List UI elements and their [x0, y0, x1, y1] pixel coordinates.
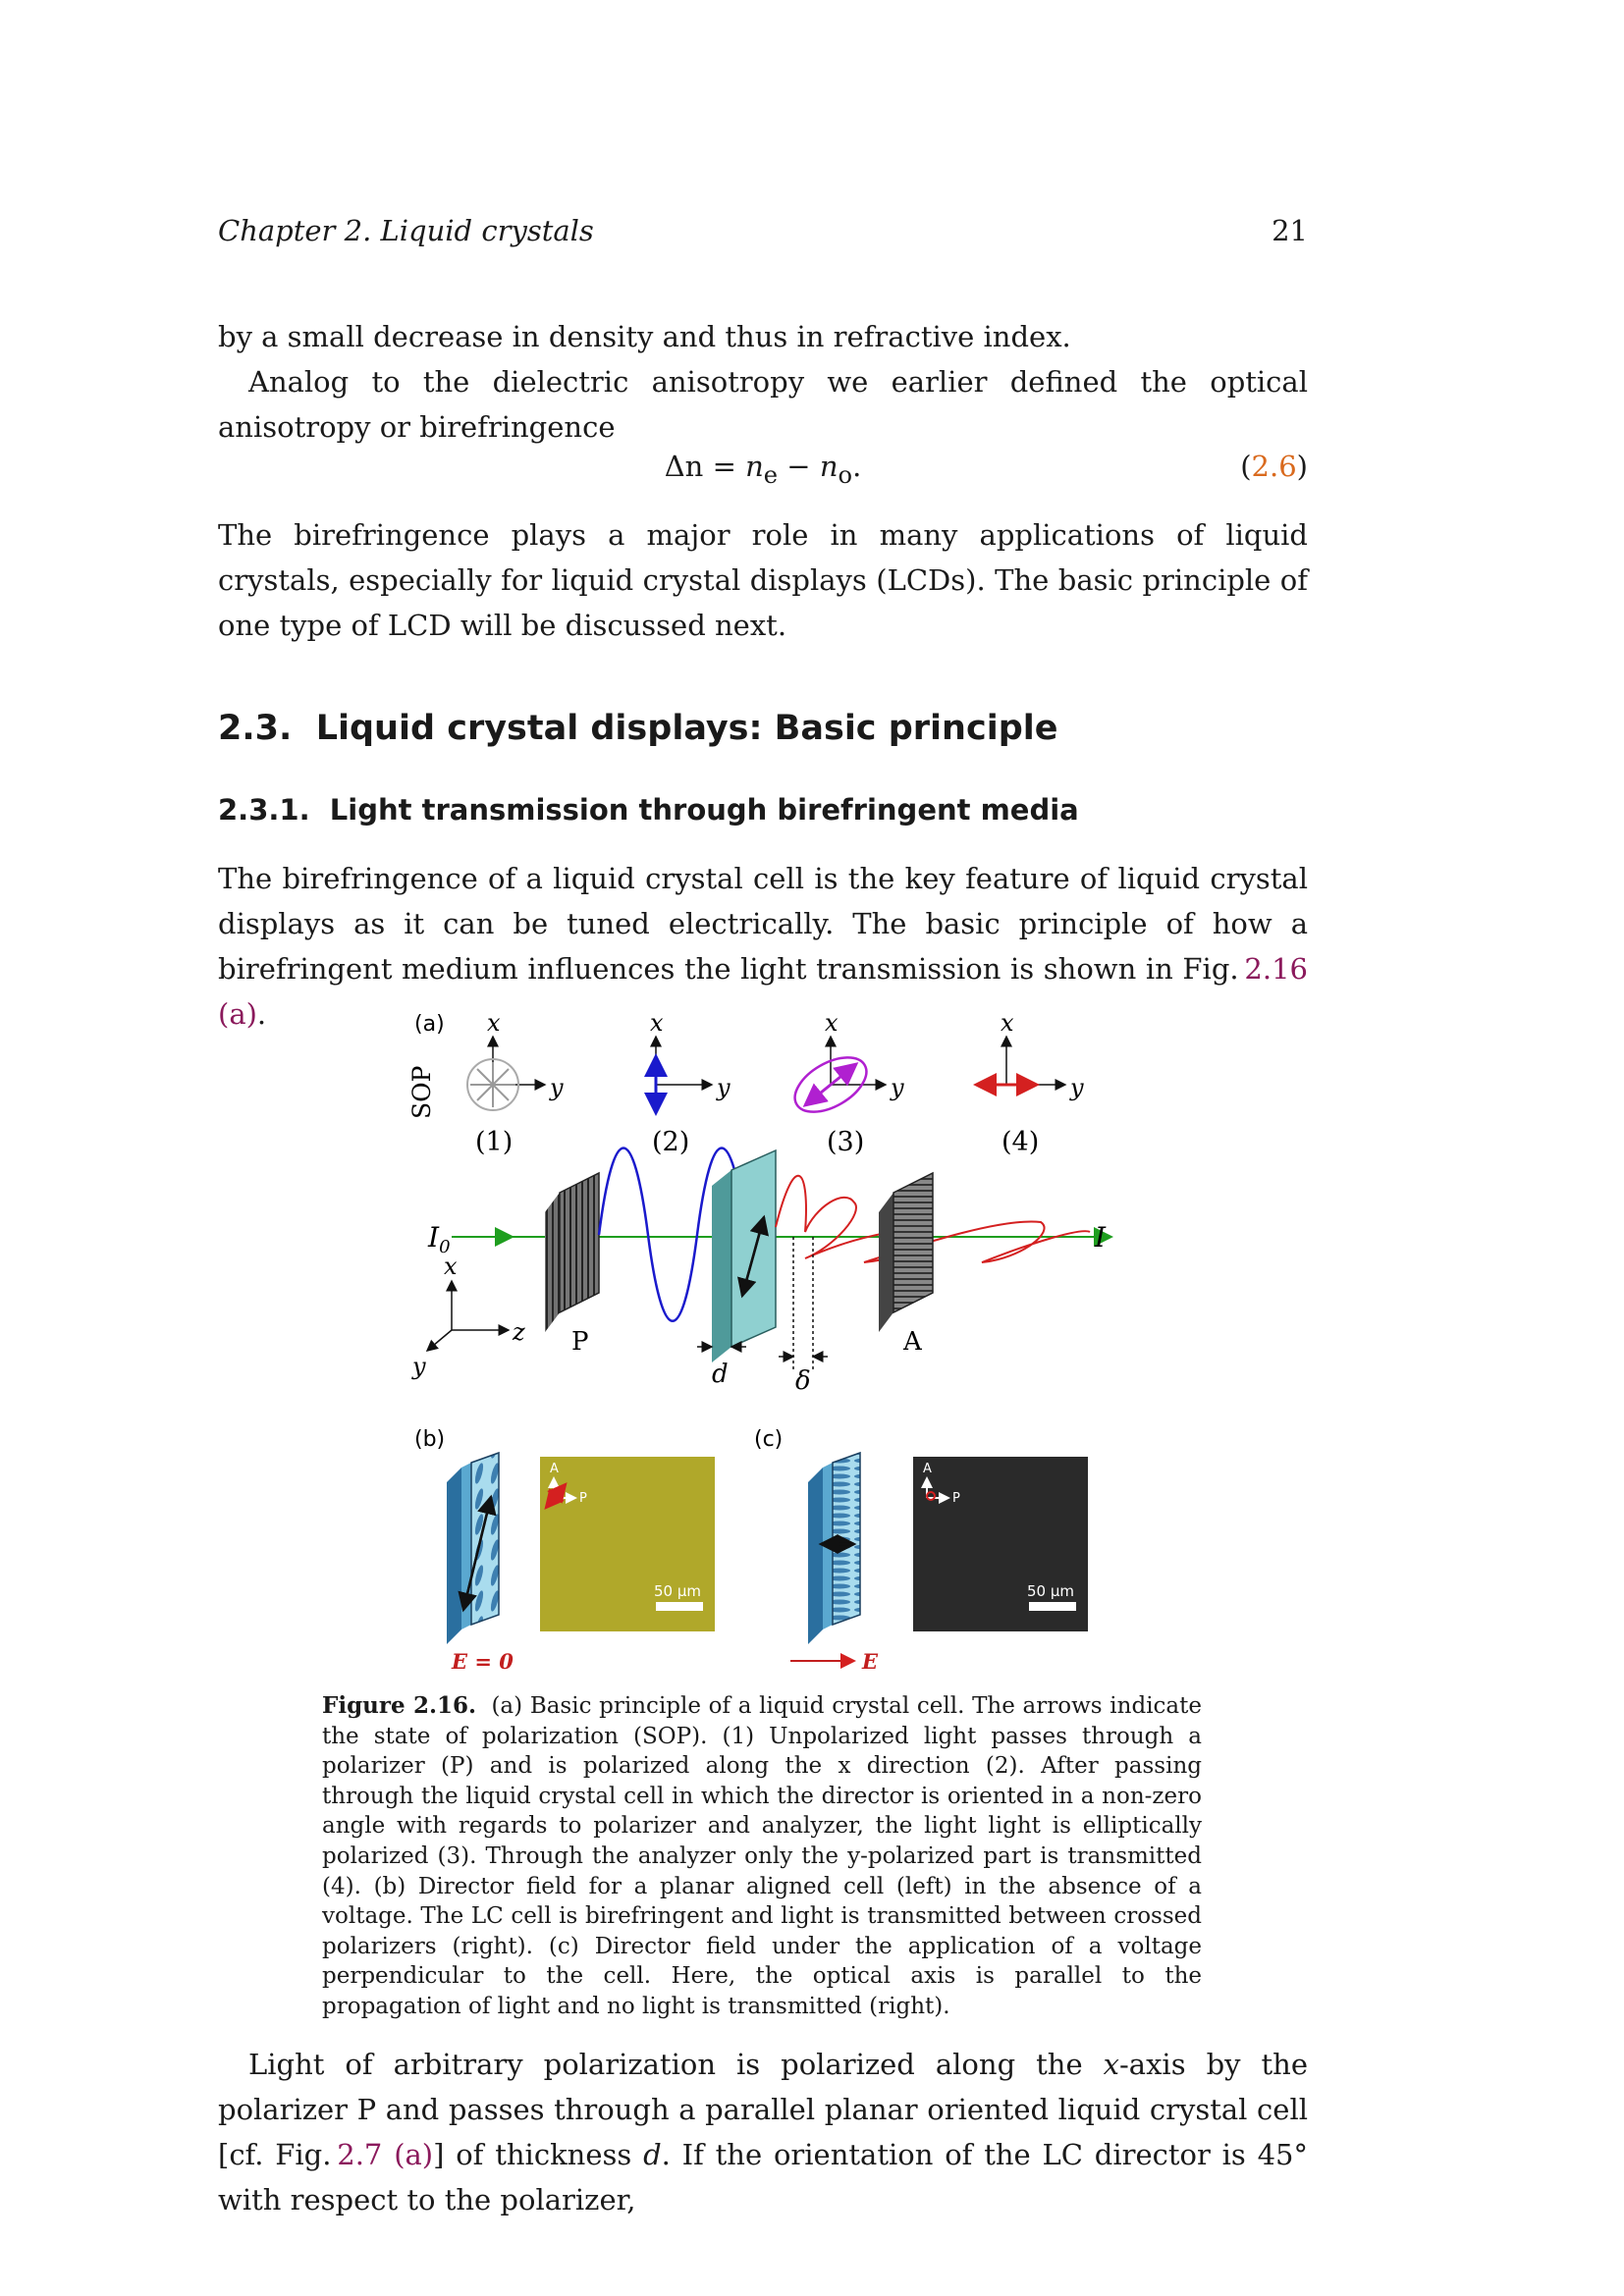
paragraph-5: Light of arbitrary polarization is polarized along the x-axis by the polarizer P and passes through a parallel planar oriented liquid crystal cell [cf. Fig. 2.7 (a)] of thickness d. If the orientation of the LC director is 45° with respect to the polarizer,: [218, 2048, 1309, 2216]
svg-text:x: x: [825, 1009, 839, 1037]
figure-ref-2-16a[interactable]: 2.16 (a): [218, 952, 1308, 1031]
eq-delta-n: Δn: [664, 450, 704, 483]
eq-ne-sub: e: [763, 460, 779, 489]
eq-equals: =: [712, 450, 736, 483]
svg-text:P: P: [952, 1491, 960, 1506]
equation-formula: [218, 450, 1308, 489]
svg-text:y: y: [412, 1353, 426, 1380]
paragraph-4: The birefringence of a liquid crystal cell is the key feature of liquid crystal displays as it can be tuned electrically. The basic principle of how a birefringent medium influences the light transmission is shown in Fig. 2.16 (a).: [218, 862, 1308, 1031]
svg-text:A: A: [923, 1462, 932, 1476]
figure-ref-2-7a[interactable]: 2.7 (a): [337, 2138, 434, 2171]
lc-cell: [712, 1150, 776, 1362]
svg-text:z: z: [513, 1318, 525, 1346]
svg-text:y: y: [1070, 1074, 1084, 1101]
paragraph-2: Analog to the dielectric anisotropy we earlier defined the optical anisotropy or birefringence: [218, 365, 1308, 444]
svg-text:y: y: [550, 1074, 564, 1101]
section-heading: 2.3. Liquid crystal displays: Basic principle: [218, 709, 1058, 748]
e-field-label: E: [862, 1649, 879, 1674]
sop-label: SOP: [407, 1065, 436, 1119]
svg-text:A: A: [903, 1327, 922, 1357]
scale-bar-b: 50 µm: [654, 1582, 702, 1600]
eq-ne: n: [745, 450, 764, 483]
polarizer: [545, 1173, 599, 1357]
caption-label: Figure 2.16.: [322, 1692, 477, 1719]
caption-text: (a) Basic principle of a liquid crystal cell. The arrows indicate the state of polarization (SOP). (1) Unpolarized light passes through a polarizer (P) and is polarized along the x direction (2). After passing through the liquid crystal cell in which the director is oriented in a non-zero angle with regards to polarizer and analyzer, the light light is elliptically polarized (3). Through the analyzer only the y-polarized part is transmitted (4). (b) Director field for a planar aligned cell (left) in the absence of a voltage. The LC cell is birefringent and light is transmitted between crossed polarizers (right). (c) Director field under the application of a voltage perpendicular to the cell. Here, the optical axis is parallel to the propagation of light and no light is transmitted (right).: [322, 1693, 1202, 2019]
eq-period: .: [852, 450, 862, 483]
sop-4-y-polarized: [976, 1009, 1084, 1157]
svg-text:x: x: [444, 1253, 458, 1280]
panel-b: [447, 1453, 715, 1674]
paragraph-1: by a small decrease in density and thus in refractive index.: [218, 320, 1071, 353]
svg-text:x: x: [650, 1009, 664, 1037]
state-4-label: (4): [1001, 1127, 1040, 1157]
sop-1-unpolarized: [467, 1009, 564, 1157]
svg-text:P: P: [571, 1327, 589, 1357]
svg-text:A: A: [550, 1462, 559, 1476]
subsection-heading: 2.3.1. Light transmission through birefringent media: [218, 793, 1079, 827]
svg-text:δ: δ: [795, 1366, 811, 1396]
eq-minus: −: [786, 450, 811, 483]
scale-bar-c: 50 µm: [1027, 1582, 1075, 1600]
state-1-label: (1): [475, 1127, 514, 1157]
svg-text:x: x: [1001, 1009, 1014, 1037]
paragraph-3: The birefringence plays a major role in many applications of liquid crystals, especially for liquid crystal displays (LCDs). The basic principle of one type of LCD will be discussed next.: [218, 518, 1308, 642]
coordinate-axes: [411, 1253, 525, 1380]
I-label: I: [1095, 1221, 1107, 1254]
figure-2-16: [393, 1001, 1139, 1688]
svg-text:x: x: [487, 1009, 501, 1037]
equation-2-6: [218, 450, 1308, 493]
chapter-title: Chapter 2. Liquid crystals: [218, 214, 594, 247]
page-number: 21: [1272, 214, 1308, 247]
e-zero-label: E = 0: [452, 1649, 514, 1674]
state-3-label: (3): [827, 1127, 865, 1157]
panel-a-label: (a): [414, 1012, 445, 1037]
sop-3-elliptical: [785, 1009, 904, 1157]
I0-label: $I_0$: [428, 1221, 451, 1257]
svg-text:y: y: [717, 1074, 731, 1101]
state-2-label: (2): [652, 1127, 690, 1157]
sop-2-x-polarized: [650, 1009, 731, 1157]
eq-no: n: [819, 450, 839, 483]
svg-text:d: d: [712, 1360, 729, 1389]
figure-caption: [322, 1691, 1202, 2022]
svg-text:y: y: [891, 1074, 904, 1101]
equation-number: (2.6): [1240, 450, 1308, 483]
panel-c: [790, 1453, 1088, 1674]
svg-text:P: P: [579, 1491, 587, 1506]
analyzer: [879, 1173, 933, 1357]
panel-b-label: (b): [414, 1427, 446, 1452]
eq-no-sub: o: [838, 460, 853, 489]
panel-c-label: (c): [754, 1427, 784, 1452]
